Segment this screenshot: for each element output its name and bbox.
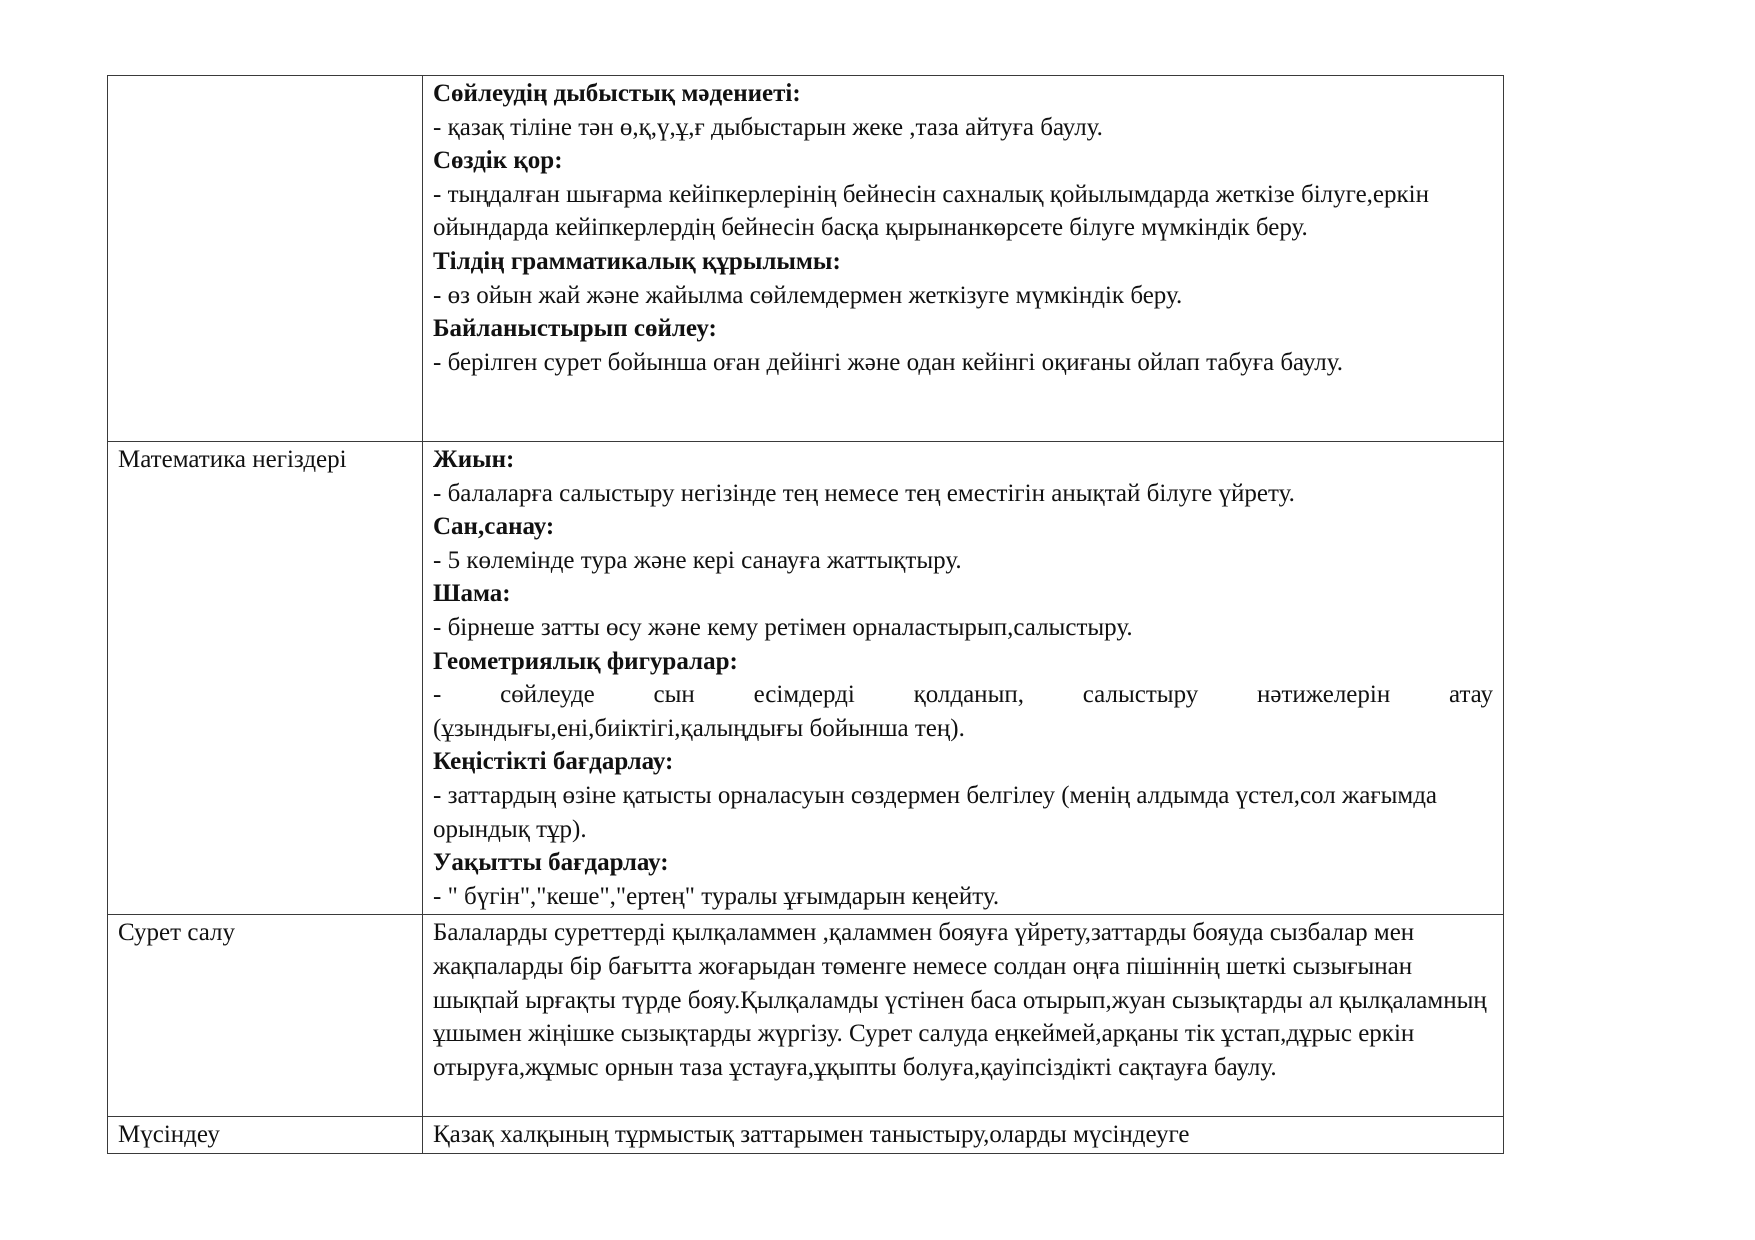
- section-heading: Геометриялық фигуралар:: [433, 647, 738, 675]
- section-text: - сөйлеуде сын есімдерді қолданып, салыстыру нәтижелерін атау (ұзындығы,ені,биіктігі,қалыңдығы бойынша тең).: [433, 681, 1493, 742]
- section-heading: Уақытты бағдарлау:: [433, 849, 669, 877]
- section-text: - қазақ тіліне тән ө,қ,ү,ұ,ғ дыбыстарын жеке ,таза айтуға баулу.: [433, 113, 1103, 141]
- section-text: - заттардың өзіне қатысты орналасуын сөздермен белгілеу (менің алдымда үстел,сол жағымда орындық тұр).: [433, 781, 1438, 843]
- section-heading: Байланыстырып сөйлеу:: [433, 315, 717, 343]
- curriculum-table: [107, 75, 1504, 1154]
- section-heading: Шама:: [433, 580, 511, 608]
- section-text: - тыңдалған шығарма кейіпкерлерінің бейнесін сахналық қойылымдарда жеткізе білуге,еркін ойындарда кейіпкерлердің бейнесін басқа қырынанкөрсете білуге мүмкіндік беру.: [433, 180, 1429, 242]
- content-cell: Қазақ халқының тұрмыстық заттарымен таныстыру,оларды мүсіндеуге: [423, 1117, 1504, 1154]
- section-text: - өз ойын жай және жайылма сөйлемдермен жеткізуге мүмкіндік беру.: [433, 281, 1183, 309]
- section-heading: Жиын:: [433, 446, 515, 473]
- section-heading: Сөйлеудің дыбыстық мәдениеті:: [433, 80, 801, 107]
- table-row: [108, 915, 1504, 1117]
- subject-cell: Сурет салу: [108, 915, 423, 1117]
- content-cell: [423, 76, 1504, 442]
- section-text: - берілген сурет бойынша оған дейінгі және одан кейінгі оқиғаны ойлап табуға баулу.: [433, 348, 1343, 376]
- content-cell: Балаларды суреттерді қылқаламмен ,қаламмен бояуға үйрету,заттарды бояуда сызбалар мен жақпаларды бір бағытта жоғарыдан төменге немесе солдан оңға пішіннің шеткі сызығынан шықпай ырғақты түрде бояу.Қылқаламды үстінен баса отырып,жуан сызықтарды ал қылқаламның ұшымен жіңішке сызықтарды жүргізу. Сурет салуда еңкеймей,арқаны тік ұстап,дұрыс еркін отыруға,жұмыс орнын таза ұстауға,ұқыпты болуға,қауіпсіздікті сақтауға баулу.: [423, 915, 1504, 1117]
- table-row: [108, 76, 1504, 442]
- section-heading: Сөздік қор:: [433, 147, 563, 175]
- section-heading: Тілдің грамматикалық құрылымы:: [433, 247, 841, 275]
- content-cell: [423, 442, 1504, 915]
- section-text: - " бүгін","кеше","ертең" туралы ұғымдарын кеңейту.: [433, 882, 1000, 910]
- section-text: - бірнеше затты өсу және кему ретімен орналастырып,салыстыру.: [433, 613, 1133, 641]
- section-heading: Сан,санау:: [433, 513, 555, 541]
- table-row: [108, 442, 1504, 915]
- section-heading: Кеңістікті бағдарлау:: [433, 748, 674, 776]
- subject-cell: Мүсіндеу: [108, 1117, 423, 1154]
- table-row: [108, 1117, 1504, 1154]
- section-text: - балаларға салыстыру негізінде тең немесе тең еместігін анықтай білуге үйрету.: [433, 479, 1295, 507]
- subject-cell: [108, 76, 423, 442]
- section-text: - 5 көлемінде тура және кері санауға жаттықтыру.: [433, 546, 962, 574]
- subject-cell: Математика негіздері: [108, 442, 423, 915]
